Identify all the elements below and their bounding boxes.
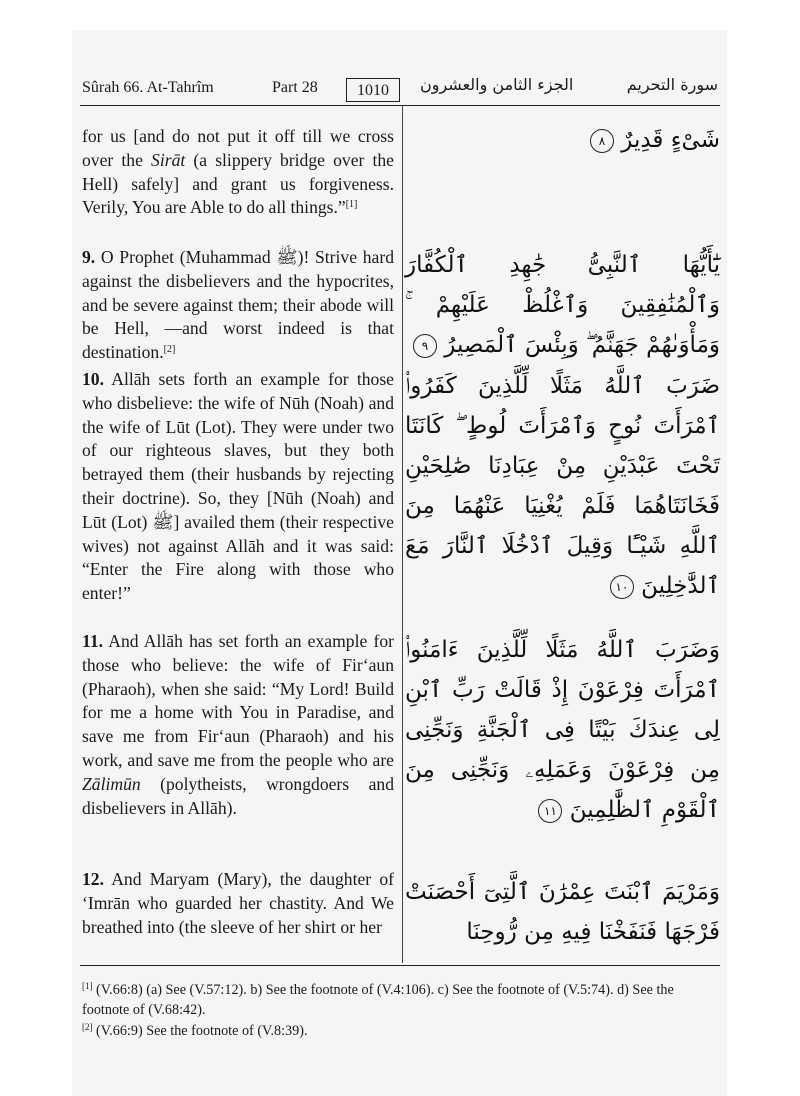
english-verse-8-continued: for us [and do not put it off till we cross over the Sirāt (a slippery bridge over the Hell) safely] and grant us forgiveness. Verily, You are Able to do all things.”[1]: [82, 126, 394, 218]
ayah-marker: ٨: [590, 129, 614, 153]
footnote-1: [1] (V.66:8) (a) See (V.57:12). b) See the footnote of (V.4:106). c) See the footnote of (V.5:74). d) See the footnote of (V.68:42).: [82, 981, 674, 1018]
footnote-ref: [1]: [345, 199, 358, 211]
footnote-rule: [80, 965, 720, 966]
surah-title-english: Sûrah 66. At-Tahrîm: [82, 79, 214, 96]
ayah-marker: ٩: [413, 334, 437, 358]
column-divider: [402, 105, 403, 963]
arabic-verse-8-end: شَىْءٍ قَدِيرٌ ٨: [405, 120, 720, 160]
arabic-verse-11: وَضَرَبَ ٱللَّهُ مَثَلًا لِّلَّذِينَ ءَامَنُوا۟ ٱمْرَأَتَ فِرْعَوْنَ إِذْ قَالَتْ رَبِّ ٱبْنِ لِى عِندَكَ بَيْتًا فِى ٱلْجَنَّةِ وَنَجِّنِى مِن فِرْعَوْنَ وَعَمَلِهِۦ وَنَجِّنِى مِنَ ٱلْقَوْمِ ٱلظَّٰلِمِينَ ١١: [405, 637, 720, 823]
english-verse-10: 10. Allāh sets forth an example for those who disbelieve: the wife of Nūh (Noah) and the wife of Lūt (Lot). They were under two of our righteous slaves, but they both betrayed them (their husbands by rejecting their doctrine). So, they [Nūh (Noah) and Lūt (Lot) ﷺ] availed them (their respective wives) not against Allāh and it was said: “Enter the Fire along with those who enter!”: [82, 369, 394, 604]
juz-title-arabic: الجزء الثامن والعشرون: [420, 75, 574, 94]
surah-title-arabic: سورة التحريم: [626, 75, 718, 94]
arabic-verse-10: ضَرَبَ ٱللَّهُ مَثَلًا لِّلَّذِينَ كَفَرُوا۟ ٱمْرَأَتَ نُوحٍ وَٱمْرَأَتَ لُوطٍ ۖ كَانَتَا تَحْتَ عَبْدَيْنِ مِنْ عِبَادِنَا صَٰلِحَيْنِ فَخَانَتَاهُمَا فَلَمْ يُغْنِيَا عَنْهُمَا مِنَ ٱللَّهِ شَيْـًٔا وَقِيلَ ٱدْخُلَا ٱلنَّارَ مَعَ ٱلدَّٰخِلِينَ ١٠: [405, 373, 720, 599]
footnote-2: [2] (V.66:9) See the footnote of (V.8:39).: [82, 1022, 308, 1039]
arabic-verse-12: وَمَرْيَمَ ٱبْنَتَ عِمْرَٰنَ ٱلَّتِىٓ أَحْصَنَتْ فَرْجَهَا فَنَفَخْنَا فِيهِ مِن رُّوحِنَا: [405, 879, 720, 945]
english-verse-9: 9. O Prophet (Muhammad ﷺ)! Strive hard against the disbelievers and the hypocrites, and be severe against them; their abode will be Hell, —and worst indeed is that destination.[2]: [82, 247, 394, 363]
part-label: Part 28: [272, 79, 318, 96]
footnote-ref: [2]: [163, 344, 176, 356]
ayah-marker: ١١: [538, 799, 562, 823]
arabic-verse-9: يَٰٓأَيُّهَا ٱلنَّبِىُّ جَٰهِدِ ٱلْكُفَّارَ وَٱلْمُنَٰفِقِينَ وَٱغْلُظْ عَلَيْهِمْ ۚ وَمَأْوَىٰهُمْ جَهَنَّمُ ۖ وَبِئْسَ ٱلْمَصِيرُ ٩: [405, 252, 720, 358]
page-number: 1010: [346, 78, 400, 102]
ayah-marker: ١٠: [610, 575, 634, 599]
english-verse-11: 11. And Allāh has set forth an example for those who believe: the wife of Fir‘aun (Pharaoh), when she said: “My Lord! Build for me a home with You in Paradise, and save me from Fir‘aun (Pharaoh) and his work, and save me from the people who are Zālimūn (polytheists, wrongdoers and disbelievers in Allāh).: [82, 631, 394, 818]
page-header: [80, 75, 720, 103]
header-rule: [80, 105, 720, 106]
english-verse-12: 12. And Maryam (Mary), the daughter of ‘Imrān who guarded her chastity. And We breathed into (the sleeve of her shirt or her: [82, 869, 394, 937]
